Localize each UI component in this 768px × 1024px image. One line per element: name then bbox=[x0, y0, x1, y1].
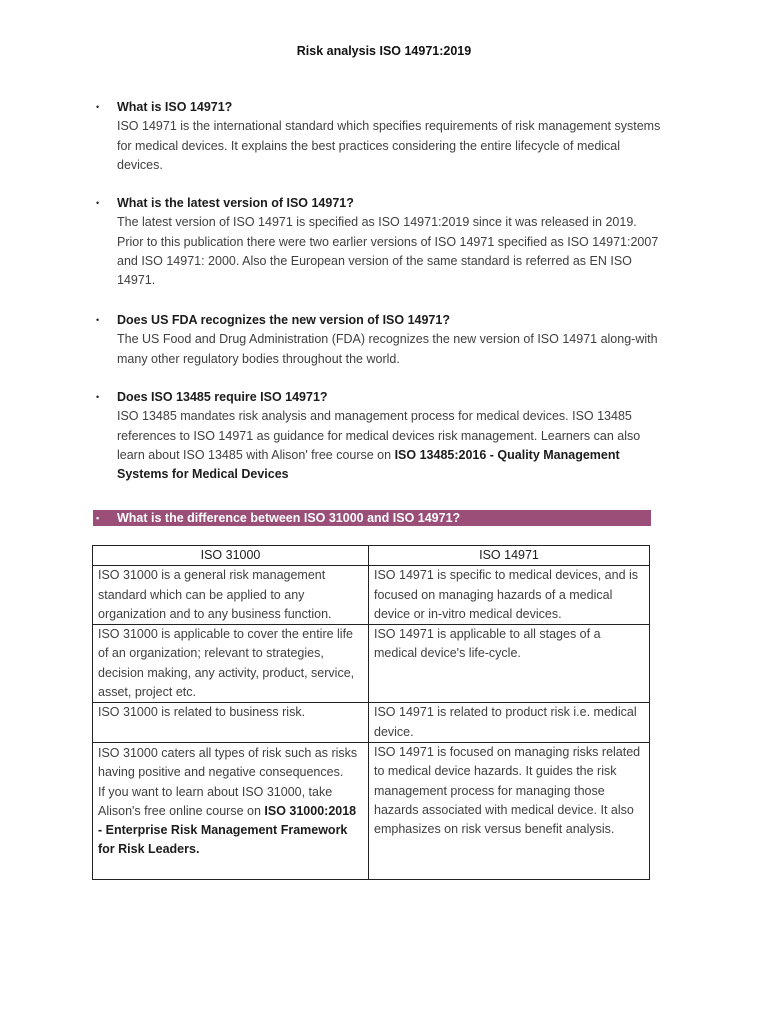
column-header: ISO 31000 bbox=[93, 546, 369, 566]
comparison-heading: What is the difference between ISO 31000 and ISO 14971? bbox=[117, 511, 461, 525]
bullet-icon: • bbox=[96, 513, 100, 523]
column-header: ISO 14971 bbox=[369, 546, 650, 566]
table-cell: ISO 14971 is related to product risk i.e. medical device. bbox=[369, 703, 650, 743]
faq-question: What is the latest version of ISO 14971? bbox=[117, 196, 354, 210]
cell-text bbox=[98, 783, 363, 860]
bullet-icon: • bbox=[96, 198, 100, 208]
faq-answer-text: ISO 13485 mandates risk analysis and management process for medical devices. ISO 13485 references to ISO 14971 as guidance for medical devices risk management. Learners can also learn about ISO 13485 with Alison' free course on bbox=[117, 409, 641, 462]
table-cell: ISO 14971 is focused on managing risks related to medical device hazards. It guides the risk management process for managing those hazards associated with medical device. It also emphasizes on risk versus benefit analysis. bbox=[369, 742, 650, 879]
table-row bbox=[93, 625, 650, 703]
faq-answer: The latest version of ISO 14971 is specified as ISO 14971:2019 since it was released in 2019. Prior to this publication there were two earlier versions of ISO 14971 specified as ISO 14971:2007 and ISO 14971: 2000. Also the European version of the same standard is referred as EN ISO 14971. bbox=[117, 215, 659, 288]
faq-question: Does US FDA recognizes the new version of ISO 14971? bbox=[117, 313, 450, 327]
faq-answer: The US Food and Drug Administration (FDA) recognizes the new version of ISO 14971 along-with many other regulatory bodies throughout the world. bbox=[117, 332, 658, 366]
table-cell: ISO 31000 is a general risk management standard which can be applied to any organization and to any business function. bbox=[93, 566, 369, 625]
table-cell: ISO 31000 is related to business risk. bbox=[93, 703, 369, 743]
faq-question: What is ISO 14971? bbox=[117, 100, 233, 114]
faq-question: Does ISO 13485 require ISO 14971? bbox=[117, 390, 328, 404]
table-row bbox=[93, 742, 650, 879]
comparison-heading-banner bbox=[93, 510, 651, 526]
table-cell: ISO 31000 is applicable to cover the entire life of an organization; relevant to strategies, decision making, any activity, product, service, asset, project etc. bbox=[93, 625, 369, 703]
bullet-icon: • bbox=[96, 315, 100, 325]
page-title: Risk analysis ISO 14971:2019 bbox=[296, 44, 472, 58]
table-header-row bbox=[93, 546, 650, 566]
table-cell: ISO 14971 is applicable to all stages of a medical device's life-cycle. bbox=[369, 625, 650, 703]
faq-answer: ISO 14971 is the international standard which specifies requirements of risk management systems for medical devices. It explains the best practices considering the entire lifecycle of medical devices. bbox=[117, 119, 661, 172]
table-row bbox=[93, 703, 650, 743]
comparison-table bbox=[92, 545, 650, 880]
faq-item bbox=[96, 98, 662, 175]
faq-item bbox=[96, 194, 662, 290]
bullet-icon: • bbox=[96, 102, 100, 112]
table-cell: ISO 14971 is specific to medical devices, and is focused on managing hazards of a medical device or in-vitro medical devices. bbox=[369, 566, 650, 625]
cell-text: ISO 31000 caters all types of risk such as risks having positive and negative consequences. bbox=[98, 745, 358, 780]
bullet-icon: • bbox=[96, 392, 100, 402]
faq-item bbox=[96, 388, 662, 484]
faq-answer bbox=[117, 407, 662, 484]
cell-text-extra: If you want to learn about ISO 31000, take Alison's free online course on bbox=[98, 784, 333, 818]
table-cell bbox=[93, 742, 369, 879]
table-row bbox=[93, 566, 650, 625]
faq-item bbox=[96, 311, 662, 369]
course-link[interactable]: ISO 13485:2016 - Quality Management Systems for Medical Devices bbox=[117, 447, 620, 482]
course-link[interactable]: ISO 31000:2018 - Enterprise Risk Management Framework for Risk Leaders. bbox=[98, 803, 357, 857]
